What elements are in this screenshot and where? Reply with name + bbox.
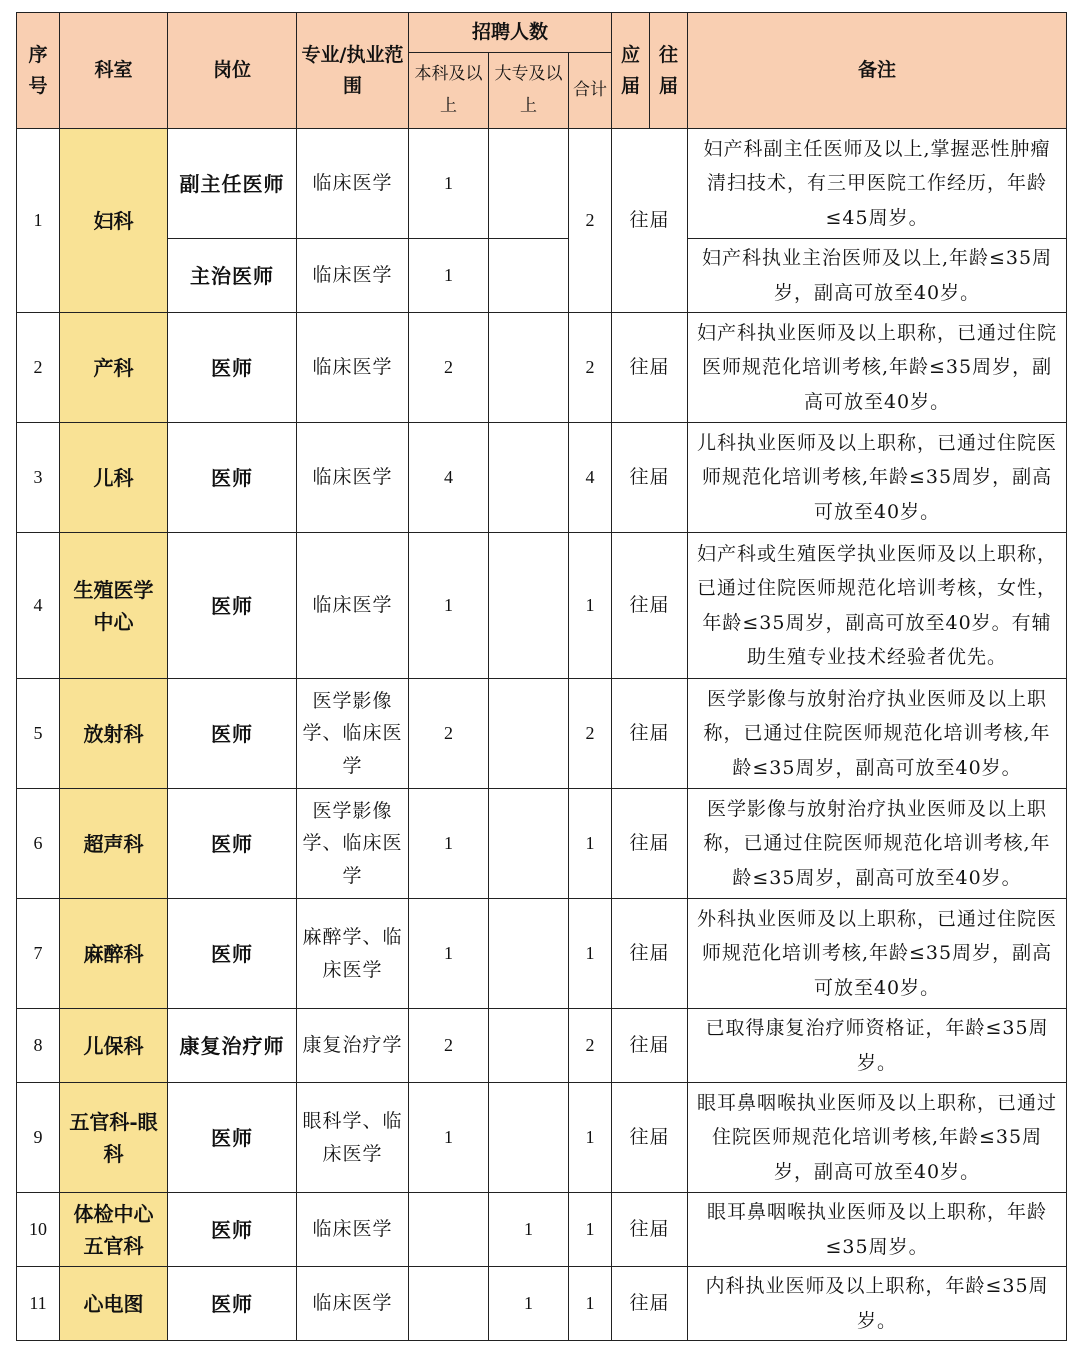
note-cell: 眼耳鼻咽喉执业医师及以上职称，年龄≤35周岁。 xyxy=(688,1193,1067,1267)
bachelor-cell: 1 xyxy=(409,899,489,1009)
bachelor-cell xyxy=(409,1267,489,1341)
seq-cell: 11 xyxy=(17,1267,60,1341)
seq-cell: 2 xyxy=(17,313,60,423)
seq-cell: 3 xyxy=(17,423,60,533)
type-cell: 往届 xyxy=(612,1193,688,1267)
header-total: 合计 xyxy=(569,53,612,129)
table-row xyxy=(17,239,1067,313)
total-cell: 1 xyxy=(569,789,612,899)
dept-cell: 生殖医学中心 xyxy=(60,533,168,679)
college-cell xyxy=(489,1083,569,1193)
type-cell: 往届 xyxy=(612,533,688,679)
college-cell xyxy=(489,129,569,239)
type-cell: 往届 xyxy=(612,789,688,899)
total-cell: 2 xyxy=(569,1009,612,1083)
dept-cell: 麻醉科 xyxy=(60,899,168,1009)
header-major: 专业/执业范围 xyxy=(297,13,409,129)
type-cell: 往届 xyxy=(612,899,688,1009)
post-cell: 医师 xyxy=(168,423,297,533)
college-cell xyxy=(489,899,569,1009)
note-cell: 妇产科执业医师及以上职称，已通过住院医师规范化培训考核,年龄≤35周岁，副高可放至40岁。 xyxy=(688,313,1067,423)
post-cell: 医师 xyxy=(168,313,297,423)
bachelor-cell: 2 xyxy=(409,679,489,789)
type-cell: 往届 xyxy=(612,129,688,313)
seq-cell: 9 xyxy=(17,1083,60,1193)
table-row xyxy=(17,129,1067,239)
type-cell: 往届 xyxy=(612,1009,688,1083)
dept-cell: 超声科 xyxy=(60,789,168,899)
table-row xyxy=(17,789,1067,899)
recruitment-table xyxy=(16,12,1067,1341)
table-row xyxy=(17,1009,1067,1083)
major-cell: 临床医学 xyxy=(297,129,409,239)
note-cell: 妇产科副主任医师及以上,掌握恶性肿瘤清扫技术，有三甲医院工作经历，年龄≤45周岁。 xyxy=(688,129,1067,239)
dept-cell: 五官科-眼科 xyxy=(60,1083,168,1193)
post-cell: 主治医师 xyxy=(168,239,297,313)
bachelor-cell: 1 xyxy=(409,533,489,679)
major-cell: 康复治疗学 xyxy=(297,1009,409,1083)
header-fresh: 应届 xyxy=(612,13,650,129)
total-cell: 1 xyxy=(569,899,612,1009)
recruitment-table-wrapper xyxy=(16,12,1067,1341)
bachelor-cell xyxy=(409,1193,489,1267)
college-cell xyxy=(489,1009,569,1083)
major-cell: 临床医学 xyxy=(297,533,409,679)
note-cell: 外科执业医师及以上职称，已通过住院医师规范化培训考核,年龄≤35周岁，副高可放至40岁。 xyxy=(688,899,1067,1009)
header-note: 备注 xyxy=(688,13,1067,129)
header-bachelor: 本科及以上 xyxy=(409,53,489,129)
post-cell: 医师 xyxy=(168,1267,297,1341)
major-cell: 医学影像学、临床医学 xyxy=(297,679,409,789)
table-row xyxy=(17,423,1067,533)
college-cell xyxy=(489,313,569,423)
post-cell: 医师 xyxy=(168,1083,297,1193)
major-cell: 麻醉学、临床医学 xyxy=(297,899,409,1009)
type-cell: 往届 xyxy=(612,1083,688,1193)
header-recruit: 招聘人数 xyxy=(409,13,612,53)
bachelor-cell: 2 xyxy=(409,1009,489,1083)
post-cell: 医师 xyxy=(168,679,297,789)
major-cell: 临床医学 xyxy=(297,313,409,423)
total-cell: 2 xyxy=(569,313,612,423)
total-cell: 1 xyxy=(569,1083,612,1193)
major-cell: 临床医学 xyxy=(297,239,409,313)
major-cell: 临床医学 xyxy=(297,1267,409,1341)
header-dept: 科室 xyxy=(60,13,168,129)
dept-cell: 儿科 xyxy=(60,423,168,533)
table-row xyxy=(17,313,1067,423)
type-cell: 往届 xyxy=(612,1267,688,1341)
total-cell: 1 xyxy=(569,533,612,679)
total-cell: 1 xyxy=(569,1193,612,1267)
total-cell: 2 xyxy=(569,129,612,313)
major-cell: 临床医学 xyxy=(297,423,409,533)
table-row xyxy=(17,1193,1067,1267)
table-row xyxy=(17,533,1067,679)
post-cell: 副主任医师 xyxy=(168,129,297,239)
post-cell: 康复治疗师 xyxy=(168,1009,297,1083)
type-cell: 往届 xyxy=(612,313,688,423)
bachelor-cell: 1 xyxy=(409,129,489,239)
type-cell: 往届 xyxy=(612,679,688,789)
bachelor-cell: 1 xyxy=(409,239,489,313)
bachelor-cell: 1 xyxy=(409,789,489,899)
college-cell xyxy=(489,423,569,533)
dept-cell: 儿保科 xyxy=(60,1009,168,1083)
post-cell: 医师 xyxy=(168,899,297,1009)
note-cell: 眼耳鼻咽喉执业医师及以上职称，已通过住院医师规范化培训考核,年龄≤35周岁，副高可放至40岁。 xyxy=(688,1083,1067,1193)
college-cell: 1 xyxy=(489,1193,569,1267)
total-cell: 4 xyxy=(569,423,612,533)
bachelor-cell: 2 xyxy=(409,313,489,423)
college-cell: 1 xyxy=(489,1267,569,1341)
post-cell: 医师 xyxy=(168,789,297,899)
seq-cell: 10 xyxy=(17,1193,60,1267)
college-cell xyxy=(489,239,569,313)
table-row xyxy=(17,679,1067,789)
major-cell: 临床医学 xyxy=(297,1193,409,1267)
table-header xyxy=(17,13,1067,129)
header-college: 大专及以上 xyxy=(489,53,569,129)
seq-cell: 7 xyxy=(17,899,60,1009)
dept-cell: 体检中心五官科 xyxy=(60,1193,168,1267)
note-cell: 医学影像与放射治疗执业医师及以上职称，已通过住院医师规范化培训考核,年龄≤35周岁，副高可放至40岁。 xyxy=(688,679,1067,789)
note-cell: 妇产科执业主治医师及以上,年龄≤35周岁，副高可放至40岁。 xyxy=(688,239,1067,313)
header-post: 岗位 xyxy=(168,13,297,129)
total-cell: 2 xyxy=(569,679,612,789)
major-cell: 医学影像学、临床医学 xyxy=(297,789,409,899)
table-row xyxy=(17,899,1067,1009)
dept-cell: 产科 xyxy=(60,313,168,423)
dept-cell: 放射科 xyxy=(60,679,168,789)
note-cell: 医学影像与放射治疗执业医师及以上职称，已通过住院医师规范化培训考核,年龄≤35周岁，副高可放至40岁。 xyxy=(688,789,1067,899)
dept-cell: 心电图 xyxy=(60,1267,168,1341)
note-cell: 儿科执业医师及以上职称，已通过住院医师规范化培训考核,年龄≤35周岁，副高可放至40岁。 xyxy=(688,423,1067,533)
header-past: 往届 xyxy=(650,13,688,129)
table-body xyxy=(17,129,1067,1341)
post-cell: 医师 xyxy=(168,533,297,679)
seq-cell: 8 xyxy=(17,1009,60,1083)
bachelor-cell: 4 xyxy=(409,423,489,533)
dept-cell: 妇科 xyxy=(60,129,168,313)
note-cell: 妇产科或生殖医学执业医师及以上职称，已通过住院医师规范化培训考核，女性，年龄≤35周岁，副高可放至40岁。有辅助生殖专业技术经验者优先。 xyxy=(688,533,1067,679)
college-cell xyxy=(489,533,569,679)
major-cell: 眼科学、临床医学 xyxy=(297,1083,409,1193)
note-cell: 已取得康复治疗师资格证，年龄≤35周岁。 xyxy=(688,1009,1067,1083)
table-row xyxy=(17,1267,1067,1341)
college-cell xyxy=(489,789,569,899)
table-row xyxy=(17,1083,1067,1193)
seq-cell: 1 xyxy=(17,129,60,313)
type-cell: 往届 xyxy=(612,423,688,533)
bachelor-cell: 1 xyxy=(409,1083,489,1193)
seq-cell: 4 xyxy=(17,533,60,679)
seq-cell: 6 xyxy=(17,789,60,899)
seq-cell: 5 xyxy=(17,679,60,789)
note-cell: 内科执业医师及以上职称，年龄≤35周岁。 xyxy=(688,1267,1067,1341)
total-cell: 1 xyxy=(569,1267,612,1341)
post-cell: 医师 xyxy=(168,1193,297,1267)
header-seq: 序号 xyxy=(17,13,60,129)
college-cell xyxy=(489,679,569,789)
